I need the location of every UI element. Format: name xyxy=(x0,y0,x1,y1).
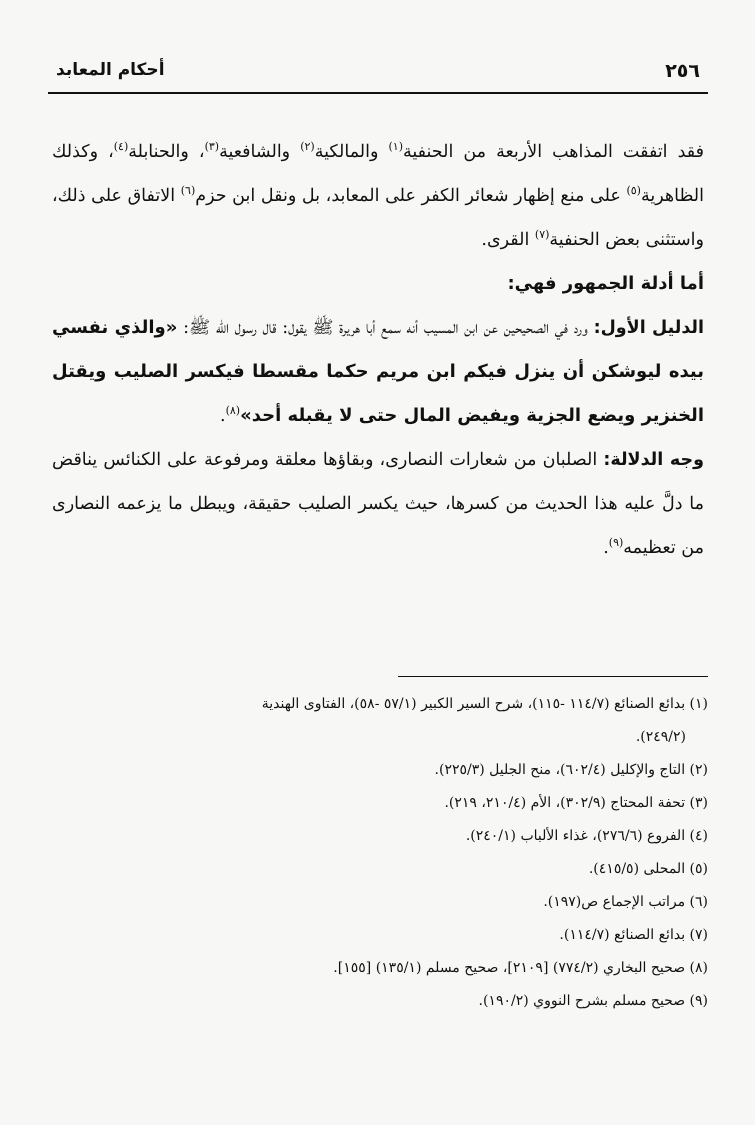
section-heading: أما أدلة الجمهور فهي: xyxy=(507,273,704,294)
footnote-item: (٥) المحلى (٤١٥/٥). xyxy=(588,861,708,877)
evidence-label: الدليل الأول: xyxy=(593,318,704,338)
text-run: والمالكية xyxy=(314,142,389,162)
footnote-item: (٦) مراتب الإجماع ص(١٩٧). xyxy=(543,894,708,910)
text-run: على منع إظهار شعائر الكفر على المعابد، بل ونقل ابن حزم xyxy=(195,186,627,206)
running-header xyxy=(48,54,708,94)
footnote-ref: (٣) xyxy=(204,140,220,154)
paragraph-evidence xyxy=(52,306,704,438)
footnote-item: (٢) التاج والإكليل (٦٠٢/٤)، منح الجليل (٢٢٥/٣). xyxy=(434,762,708,778)
text-run: . xyxy=(603,538,609,558)
footnote-ref: (١) xyxy=(388,140,404,154)
footnote-item: (٩) صحيح مسلم بشرح النووي (١٩٠/٢). xyxy=(478,993,708,1009)
footnote-ref: (٩) xyxy=(608,536,624,550)
hadith-quote: «والذي نفسي بيده ليوشكن أن ينزل فيكم ابن مريم حكما مقسطا فيكسر الصليب ويقتل الخنزير ويضع الجزية ويفيض المال حتى لا يقبله أحد» xyxy=(52,317,704,426)
footnote-item: (١) بدائع الصنائع (١١٤/٧ -١١٥)، شرح السير الكبير (٥٧/١ -٥٨)، الفتاوى الهندية xyxy=(261,696,708,712)
footnote-separator xyxy=(398,676,708,677)
footnote-ref: (٢) xyxy=(300,140,315,154)
text-run: ، وكذلك الظاهرية xyxy=(52,142,704,206)
text-run: والشافعية xyxy=(219,142,301,162)
text-run: . xyxy=(220,406,226,426)
footnote-item: (٧) بدائع الصنائع (١١٤/٧). xyxy=(559,927,708,943)
footnote-ref: (٧) xyxy=(534,228,550,242)
book-page xyxy=(48,54,708,1094)
footnote-item: (٣) تحفة المحتاج (٣٠٢/٩)، الأم (٢١٠/٤، ٢١٩). xyxy=(444,795,708,811)
page-number: ٢٥٦ xyxy=(665,60,700,82)
footnote-item: (٢٤٩/٢). xyxy=(635,729,686,745)
inference-label: وجه الدلالة: xyxy=(603,450,705,470)
footnote-ref: (٤) xyxy=(113,140,129,154)
text-run: فقد اتفقت المذاهب الأربعة من الحنفية xyxy=(403,142,704,162)
footnotes xyxy=(48,688,708,1018)
text-run: الصلبان من شعارات النصارى، وبقاؤها معلقة ومرفوعة على الكنائس يناقض ما دلَّ عليه هذا الحديث من كسرها، حيث يكسر الصليب حقيقة، ويبطل ما يزعمه النصارى من تعظيمه xyxy=(52,450,704,558)
text-run: ورد في الصحيحين عن ابن المسيب أنه سمع أبا هريرة ﷺ يقول: قال رسول الله ﷺ: xyxy=(177,318,594,338)
text-run: القرى. xyxy=(481,230,535,250)
book-title: أحكام المعابد xyxy=(56,60,165,80)
text-run: الاتفاق على ذلك، واستثنى بعض الحنفية xyxy=(52,186,704,250)
footnote-ref: (٥) xyxy=(626,184,641,198)
paragraph-madhahib xyxy=(52,130,704,262)
paragraph-inference xyxy=(52,438,704,570)
text-run: ، والحنابلة xyxy=(128,142,205,162)
footnote-ref: (٦) xyxy=(180,184,196,198)
footnote-item: (٨) صحيح البخاري (٧٧٤/٢) [٢١٠٩]، صحيح مسلم (١٣٥/١) [١٥٥]. xyxy=(333,960,708,976)
footnote-item: (٤) الفروع (٢٧٦/٦)، غذاء الألباب (٢٤٠/١). xyxy=(465,828,708,844)
footnote-ref: (٨) xyxy=(225,404,241,418)
main-text xyxy=(48,130,708,570)
